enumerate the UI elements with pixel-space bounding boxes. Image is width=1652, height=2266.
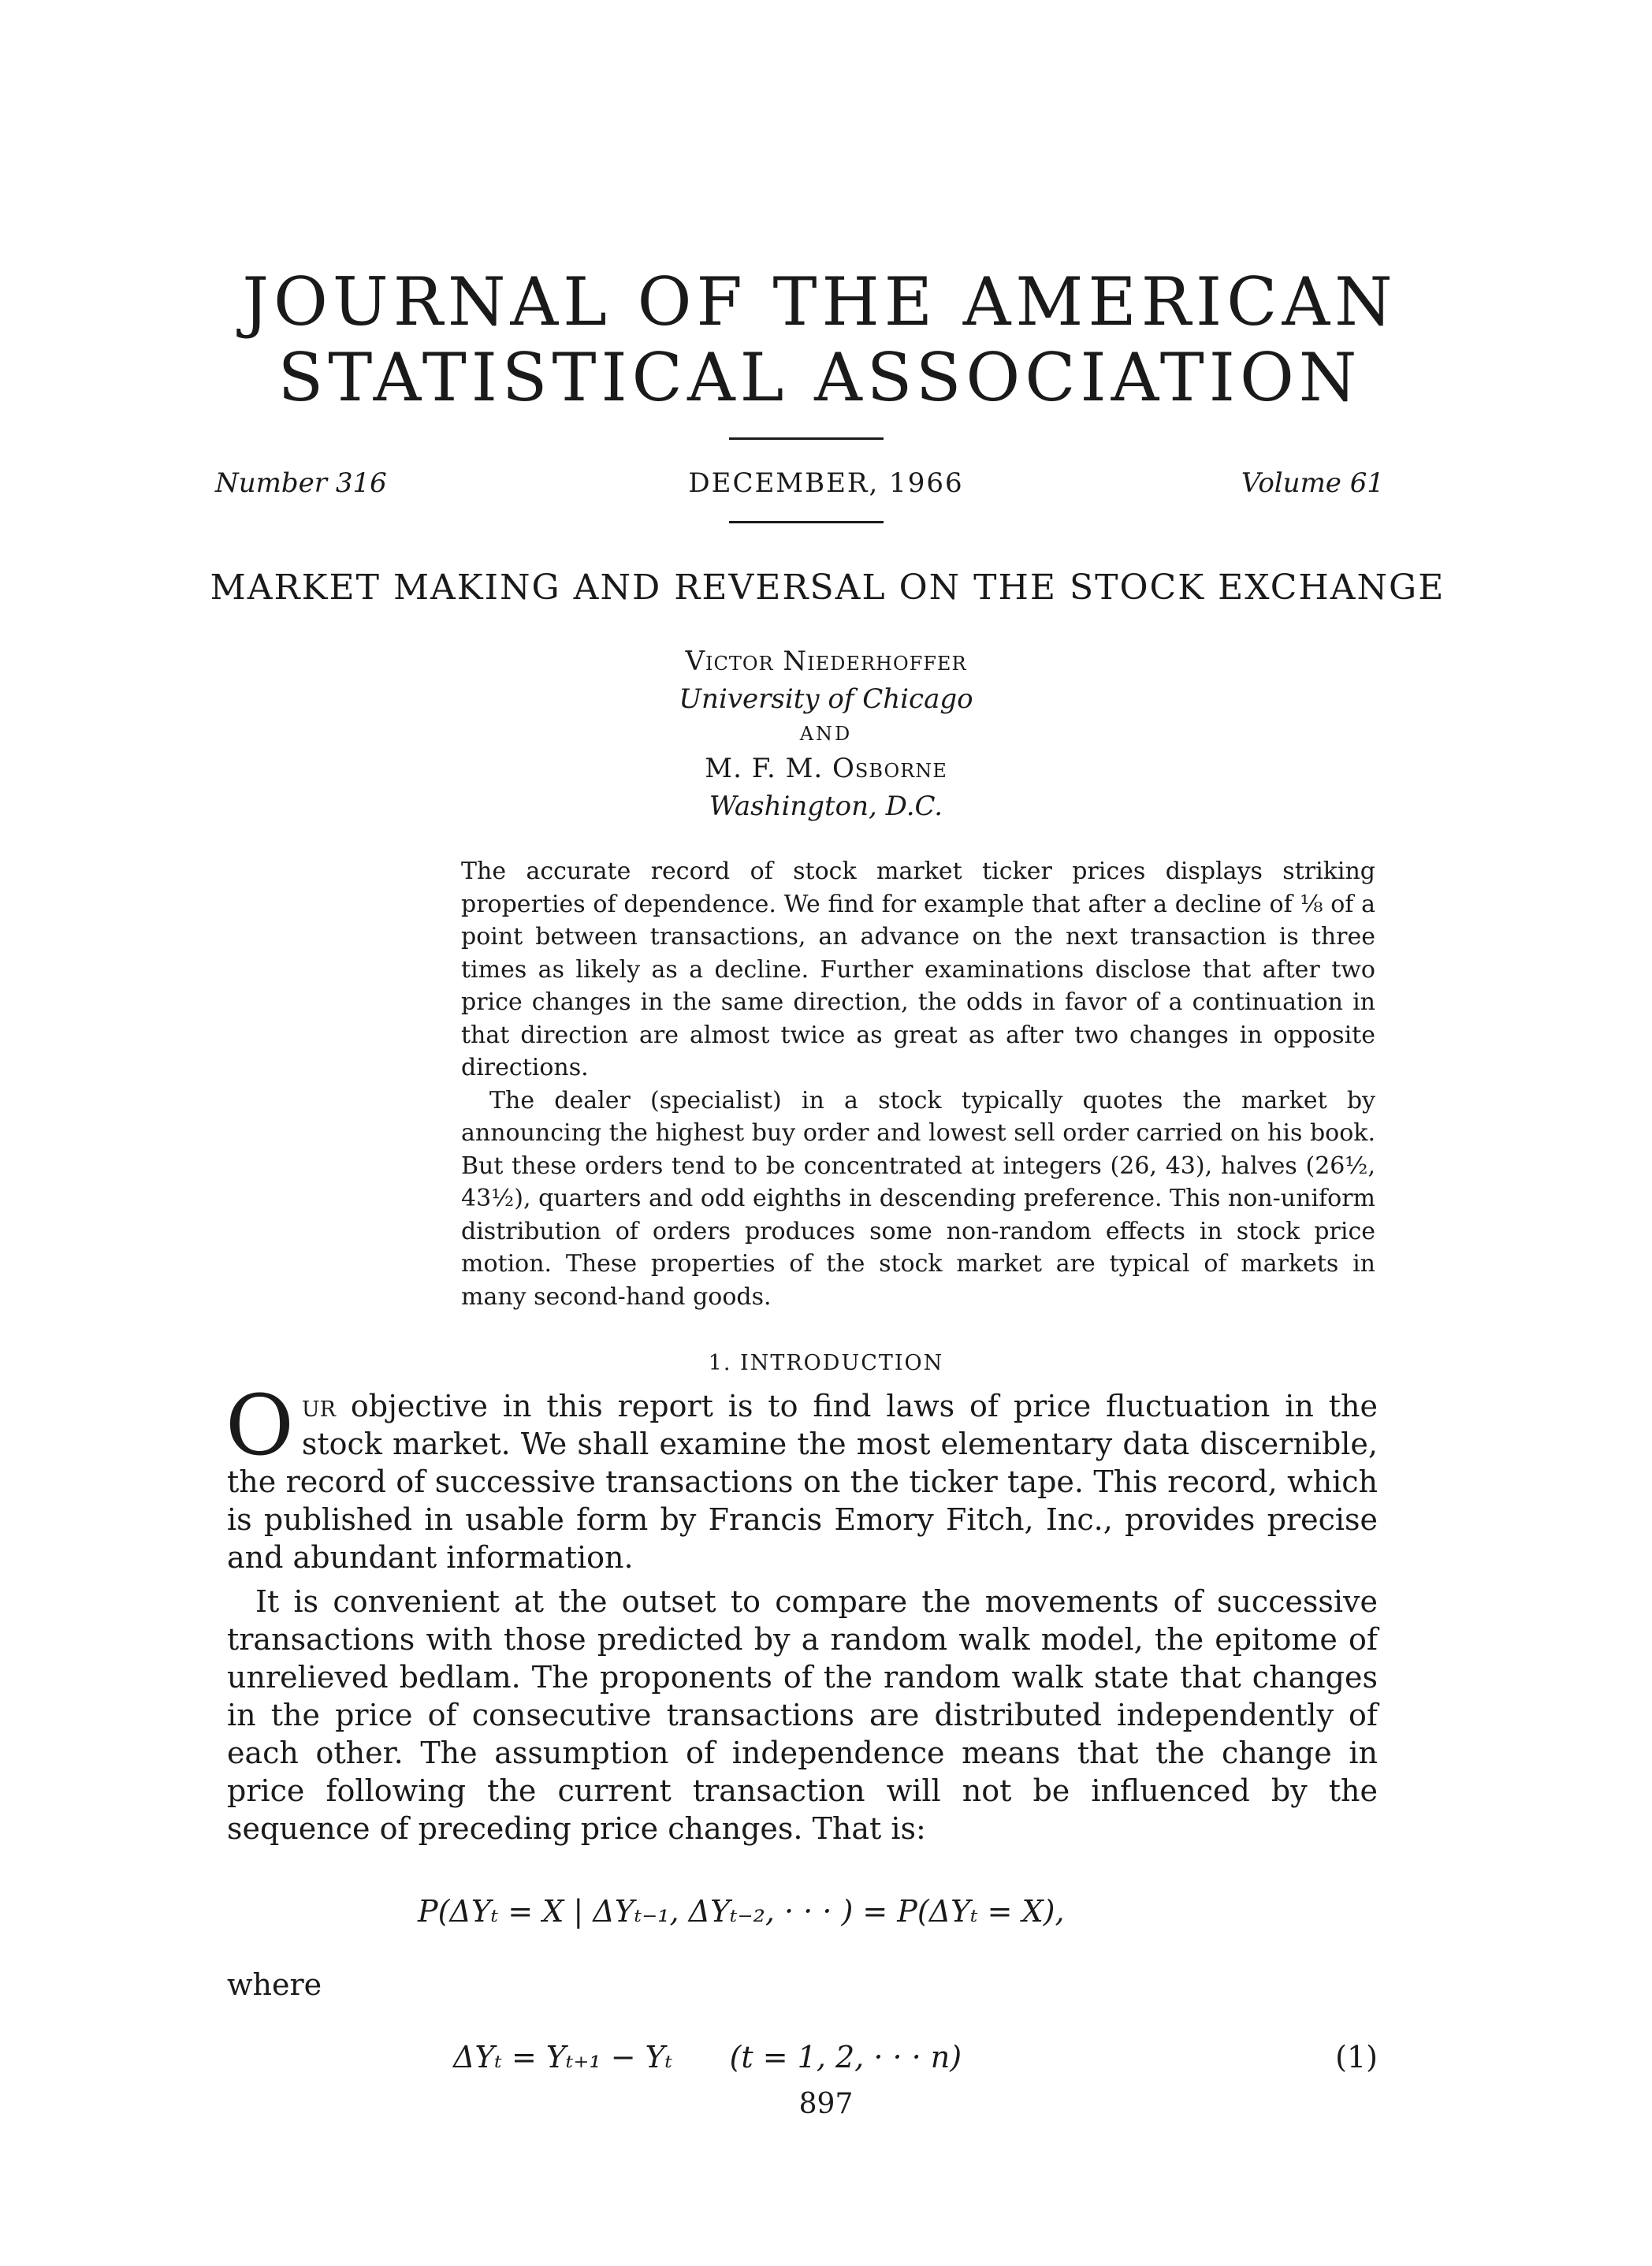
header-rule-bottom xyxy=(729,521,884,523)
introduction-body xyxy=(225,1377,1378,1847)
journal-title-line2: STATISTICAL ASSOCIATION xyxy=(277,339,1362,416)
issue-volume: Volume 61 xyxy=(1241,467,1384,499)
where-label: where xyxy=(227,1967,322,2002)
author1-affiliation: University of Chicago xyxy=(679,683,973,715)
drop-cap: O xyxy=(225,1377,294,1474)
equation-number: (1) xyxy=(1335,2040,1378,2074)
header-rule-top xyxy=(729,437,884,440)
author2-affiliation: Washington, D.C. xyxy=(709,791,943,822)
article-title: MARKET MAKING AND REVERSAL ON THE STOCK EXCHANGE xyxy=(210,567,1446,608)
issue-number: Number 316 xyxy=(215,467,387,499)
abstract xyxy=(461,855,1375,1313)
page-number: 897 xyxy=(798,2088,854,2120)
section-heading: 1. INTRODUCTION xyxy=(708,1351,944,1375)
journal-title xyxy=(236,264,1403,415)
intro-paragraph-1-text: objective in this report is to find laws of price fluctuation in the stock market. We shall examine the most elementary data discernible, the record of successive transactions on the ticker tape. This record, which is published in usable form by Francis Emory Fitch, Inc., provides precise and abundant information. xyxy=(227,1389,1378,1575)
author1-name: Victor Niederhoffer xyxy=(685,646,967,677)
abstract-paragraph-2: The dealer (specialist) in a stock typically quotes the market by announcing the highest buy order and lowest sell order carried on his book. But these orders tend to be concentrated at integers (26, 43), halves (26½, 43½), quarters and odd eighths in descending preference. This non-uniform distribution of orders produces some non-random effects in stock price motion. These properties of the stock market are typical of markets in many second-hand goods. xyxy=(461,1086,1375,1311)
intro-paragraph-1 xyxy=(225,1377,1378,1576)
drop-cap-continuation: ur xyxy=(301,1389,336,1423)
intro-paragraph-2: It is convenient at the outset to compare the movements of successive transactions with those predicted by a random walk model, the epitome of unrelieved bedlam. The proponents of the random walk state that changes in the price of consecutive transactions are distributed independently of each other. The assumption of independence means that the change in price following the current transaction will not be influenced by the sequence of preceding price changes. That is: xyxy=(227,1584,1378,1846)
issue-date: DECEMBER, 1966 xyxy=(688,467,964,499)
equation-1: ΔYₜ = Yₜ₊₁ − Yₜ (t = 1, 2, · · · n) xyxy=(453,2040,962,2074)
journal-title-line1: JOURNAL OF THE AMERICAN xyxy=(242,263,1397,340)
equation-independence: P(ΔYₜ = X | ΔYₜ₋₁, ΔYₜ₋₂, · · · ) = P(ΔYₜ = X), xyxy=(418,1894,1065,1929)
abstract-paragraph-1: The accurate record of stock market ticker prices displays striking properties of dependence. We find for example that after a decline of ⅛ of a point between transactions, an advance on the next transaction is three times as likely as a decline. Further examinations disclose that after two price changes in the same direction, the odds in favor of a continuation in that direction are almost twice as great as after two changes in opposite directions. xyxy=(461,858,1375,1081)
author-block xyxy=(0,642,1652,825)
author2-name: M. F. M. Osborne xyxy=(705,753,947,784)
author-and: AND xyxy=(799,723,853,745)
